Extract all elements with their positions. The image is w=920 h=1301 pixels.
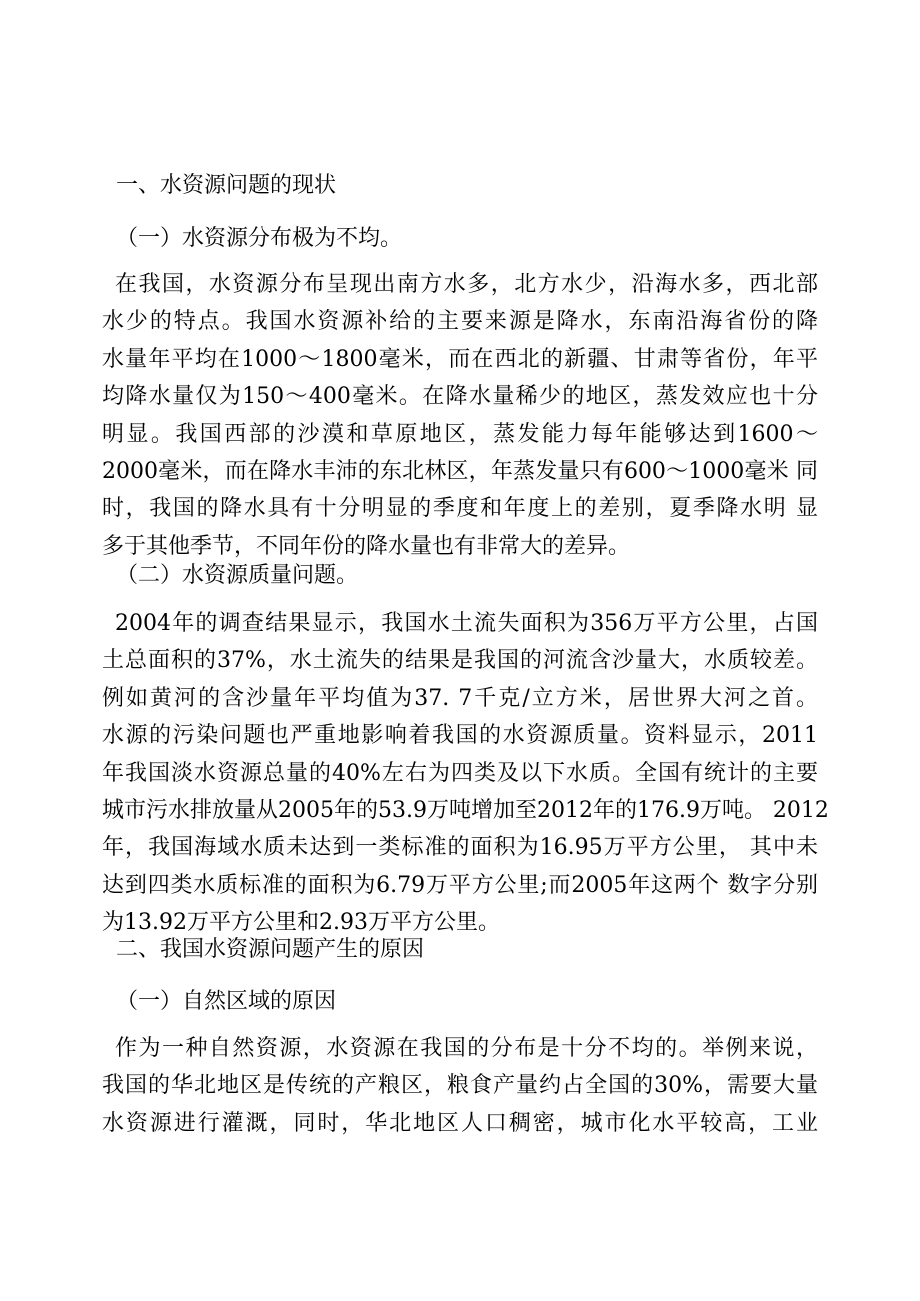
paragraph-line: 水源的污染问题也严重地影响着我国的水资源质量。资料显示，2011 xyxy=(102,723,818,749)
section-2-sub-1-heading: （一）自然区域的原因 xyxy=(116,989,337,1014)
paragraph-line: 水少的特点。我国水资源补给的主要来源是降水，东南沿海省份的降 xyxy=(102,309,818,335)
paragraph-line: 作为一种自然资源，水资源在我国的分布是十分不均的。举例来说， xyxy=(115,1036,818,1061)
paragraph-line: 土总面积的37%，水土流失的结果是我国的河流含沙量大，水质较差。 xyxy=(102,648,818,674)
paragraph-line: 时，我国的降水具有十分明显的季度和年度上的差别，夏季降水明 显 xyxy=(102,496,818,522)
section-1-sub-2-paragraph xyxy=(102,605,829,942)
paragraph-line: 年，我国海域水质未达到一类标准的面积为16.95万平方公里， 其中未 xyxy=(102,835,818,861)
section-1-sub-2-heading: （二）水资源质量问题。 xyxy=(116,563,359,588)
paragraph-line: 我国的华北地区是传统的产粮区，粮食产量约占全国的30%，需要大量 xyxy=(102,1073,818,1099)
paragraph-line: 城市污水排放量从2005年的53.9万吨增加至2012年的176.9万吨。 2012 xyxy=(102,798,829,824)
paragraph-line: 水量年平均在1000〜1800毫米，而在西北的新疆、甘肃等省份，年平 xyxy=(102,346,818,372)
paragraph-line: 2000毫米，而在降水丰沛的东北林区，年蒸发量只有600〜1000毫米 同 xyxy=(102,459,818,485)
paragraph-line: 达到四类水质标准的面积为6.79万平方公里;而2005年这两个 数字分别 xyxy=(102,872,818,898)
section-2-heading: 二、我国水资源问题产生的原因 xyxy=(116,937,425,962)
section-2-sub-1-paragraph xyxy=(102,1030,818,1142)
paragraph-line: 在我国，水资源分布呈现出南方水多，北方水少，沿海水多，西北部 xyxy=(115,272,818,297)
paragraph-line: 明显。我国西部的沙漠和草原地区，蒸发能力每年能够达到1600〜 xyxy=(102,421,818,447)
paragraph-line: 水资源进行灌溉，同时，华北地区人口稠密，城市化水平较高，工业 xyxy=(102,1110,818,1136)
paragraph-line: 多于其他季节，不同年份的降水量也有非常大的差异。 xyxy=(102,533,631,559)
paragraph-line: 2004年的调查结果显示，我国水土流失面积为356万平方公里，占国 xyxy=(115,611,818,636)
paragraph-line: 例如黄河的含沙量年平均值为37. 7千克/立方米，居世界大河之首。 xyxy=(102,685,818,711)
section-1-sub-1-paragraph xyxy=(102,266,818,565)
paragraph-line: 均降水量仅为150〜400毫米。在降水量稀少的地区，蒸发效应也十分 xyxy=(102,384,818,410)
paragraph-line: 为13.92万平方公里和2.93万平方公里。 xyxy=(102,910,500,936)
section-1-heading: 一、水资源问题的现状 xyxy=(116,173,337,198)
paragraph-line: 年我国淡水资源总量的40%左右为四类及以下水质。全国有统计的主要 xyxy=(102,760,818,786)
section-1-sub-1-heading: （一）水资源分布极为不均。 xyxy=(116,226,403,251)
